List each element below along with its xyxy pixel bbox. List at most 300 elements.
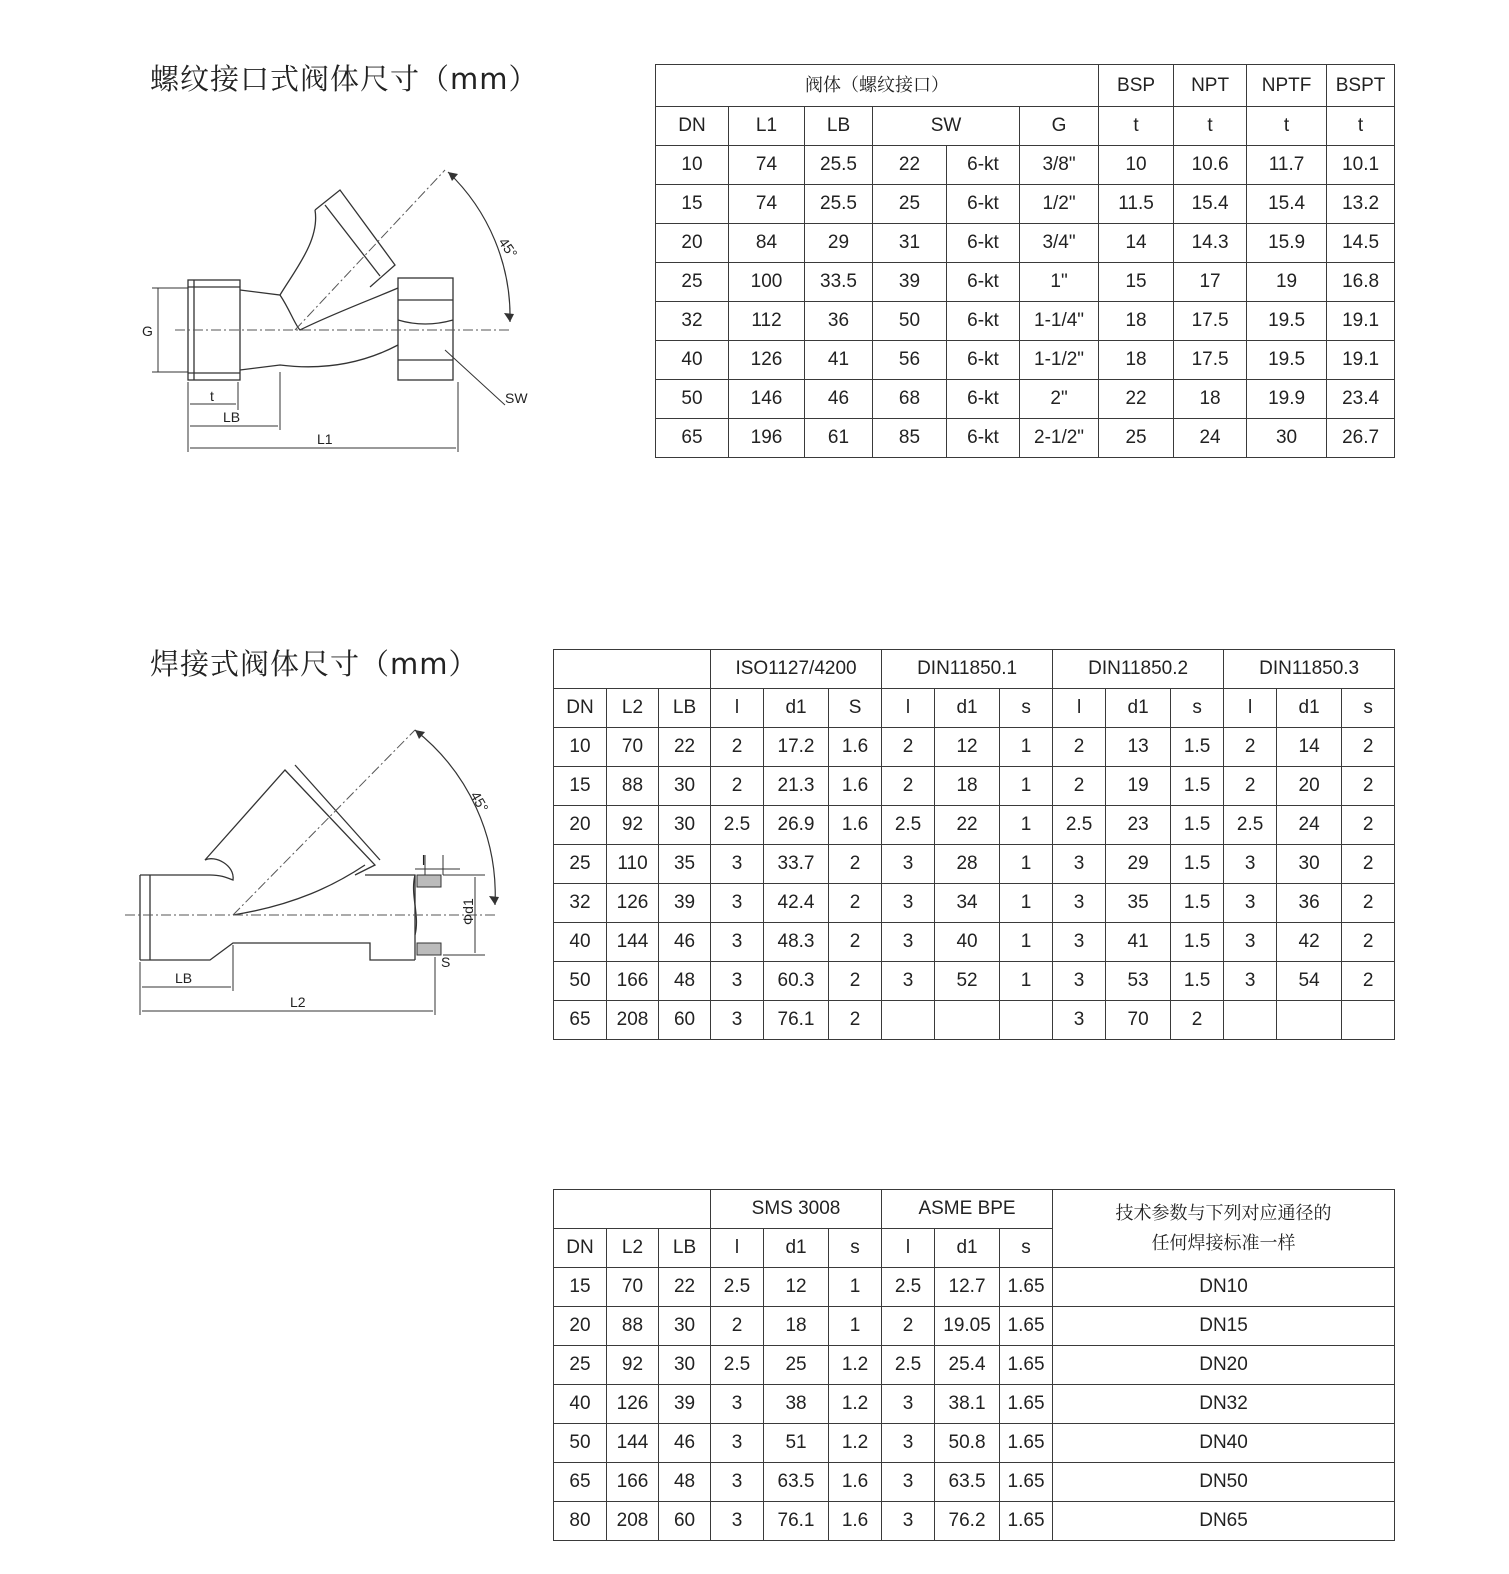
table-cell: 126 bbox=[607, 884, 659, 923]
table-cell: 12.7 bbox=[935, 1268, 1000, 1307]
table-cell: 1.5 bbox=[1171, 962, 1224, 1001]
table-cell: 53 bbox=[1106, 962, 1171, 1001]
table-cell: 30 bbox=[659, 1307, 711, 1346]
table-row bbox=[554, 1424, 1395, 1463]
column-header: t bbox=[1327, 107, 1395, 146]
table-cell: 13 bbox=[1106, 728, 1171, 767]
table-row bbox=[554, 884, 1395, 923]
table-cell: 19.1 bbox=[1327, 302, 1395, 341]
body-group-header: 阀体（螺纹接口） bbox=[656, 65, 1099, 107]
standard-group-header: SMS 3008 bbox=[711, 1190, 882, 1229]
table-cell: 25.5 bbox=[805, 185, 873, 224]
table-cell: 2 bbox=[1053, 767, 1106, 806]
threaded-section-title: 螺纹接口式阀体尺寸（mm） bbox=[150, 62, 539, 96]
table-cell: 20 bbox=[554, 1307, 607, 1346]
column-header: s bbox=[1000, 1229, 1053, 1268]
table-cell: 208 bbox=[607, 1502, 659, 1541]
table-cell: 3 bbox=[1053, 1001, 1106, 1040]
table-cell: 2.5 bbox=[882, 806, 935, 845]
table-cell: 14 bbox=[1099, 224, 1174, 263]
table-cell: 70 bbox=[607, 728, 659, 767]
table-cell: 1 bbox=[829, 1307, 882, 1346]
table-cell: 28 bbox=[935, 845, 1000, 884]
table-cell: 15.9 bbox=[1247, 224, 1327, 263]
table-cell: 10.6 bbox=[1174, 146, 1247, 185]
table-cell: 46 bbox=[805, 380, 873, 419]
table-cell: 40 bbox=[554, 1385, 607, 1424]
table-cell: 74 bbox=[729, 146, 805, 185]
table-cell: 3 bbox=[711, 962, 764, 1001]
table-cell: 35 bbox=[1106, 884, 1171, 923]
table-cell: 25 bbox=[656, 263, 729, 302]
table-cell bbox=[882, 1001, 935, 1040]
table-cell: 3 bbox=[882, 884, 935, 923]
table-cell: 3 bbox=[882, 1463, 935, 1502]
column-header: l bbox=[882, 689, 935, 728]
table-cell: 26.7 bbox=[1327, 419, 1395, 458]
table-cell: 2 bbox=[829, 1001, 882, 1040]
table-cell: 30 bbox=[659, 1346, 711, 1385]
table-cell: 36 bbox=[805, 302, 873, 341]
table-cell: 6-kt bbox=[947, 419, 1020, 458]
welded-section-title: 焊接式阀体尺寸（mm） bbox=[150, 647, 479, 681]
table-cell: 10 bbox=[1099, 146, 1174, 185]
table-cell: 112 bbox=[729, 302, 805, 341]
table-cell: 3 bbox=[882, 1385, 935, 1424]
table-cell: 60.3 bbox=[764, 962, 829, 1001]
standard-group-header: ISO1127/4200 bbox=[711, 650, 882, 689]
column-header: LB bbox=[659, 689, 711, 728]
table-cell: 14.3 bbox=[1174, 224, 1247, 263]
column-header: d1 bbox=[764, 1229, 829, 1268]
table-cell: 2 bbox=[1342, 962, 1395, 1001]
blank-header bbox=[554, 1190, 711, 1229]
l2-label: L2 bbox=[290, 994, 306, 1010]
column-header: t bbox=[1247, 107, 1327, 146]
table-cell: 6-kt bbox=[947, 263, 1020, 302]
table-cell: 30 bbox=[659, 806, 711, 845]
table-row bbox=[554, 923, 1395, 962]
table-cell: 3 bbox=[711, 884, 764, 923]
table-cell: 39 bbox=[659, 884, 711, 923]
table-cell: 25 bbox=[873, 185, 947, 224]
table-cell: 42 bbox=[1277, 923, 1342, 962]
table-cell: 2 bbox=[711, 728, 764, 767]
table-cell: 1 bbox=[1000, 884, 1053, 923]
table-cell: 2.5 bbox=[882, 1268, 935, 1307]
table-cell: 42.4 bbox=[764, 884, 829, 923]
table-row bbox=[554, 845, 1395, 884]
table-cell: 6-kt bbox=[947, 341, 1020, 380]
welded-valve-drawing bbox=[125, 715, 525, 1035]
table-cell: 2 bbox=[711, 767, 764, 806]
column-header: d1 bbox=[1106, 689, 1171, 728]
table-cell: 3 bbox=[1224, 962, 1277, 1001]
table-cell: 41 bbox=[1106, 923, 1171, 962]
table-cell: 23 bbox=[1106, 806, 1171, 845]
table-cell: 6-kt bbox=[947, 146, 1020, 185]
table-row bbox=[656, 146, 1395, 185]
table-cell: 18 bbox=[1174, 380, 1247, 419]
table-cell: 63.5 bbox=[764, 1463, 829, 1502]
table-cell: 208 bbox=[607, 1001, 659, 1040]
table-cell: 29 bbox=[805, 224, 873, 263]
angle-label: 45° bbox=[467, 788, 492, 815]
column-header: l bbox=[1224, 689, 1277, 728]
table-cell: 17.2 bbox=[764, 728, 829, 767]
column-header: s bbox=[829, 1229, 882, 1268]
equivalence-note-line: 技术参数与下列对应通径的 bbox=[1115, 1202, 1332, 1224]
table-cell: 3 bbox=[1224, 884, 1277, 923]
table-cell: 3 bbox=[711, 1385, 764, 1424]
table-cell: 2 bbox=[1342, 728, 1395, 767]
table-cell: 3 bbox=[882, 923, 935, 962]
table-cell: 10.1 bbox=[1327, 146, 1395, 185]
table-cell: 23.4 bbox=[1327, 380, 1395, 419]
table-cell: 1.2 bbox=[829, 1346, 882, 1385]
table-cell: 30 bbox=[1277, 845, 1342, 884]
table-cell: 1.2 bbox=[829, 1385, 882, 1424]
table-cell: 2 bbox=[882, 767, 935, 806]
table-row bbox=[554, 767, 1395, 806]
table-cell: 1-1/2" bbox=[1020, 341, 1099, 380]
g-label: G bbox=[142, 323, 153, 339]
table-cell: 3 bbox=[711, 1001, 764, 1040]
table-cell: 1.5 bbox=[1171, 923, 1224, 962]
table-cell: 20 bbox=[554, 806, 607, 845]
table-cell: 1.6 bbox=[829, 1463, 882, 1502]
table-cell: 60 bbox=[659, 1001, 711, 1040]
standard-group-header: DIN11850.1 bbox=[882, 650, 1053, 689]
table-cell: 88 bbox=[607, 767, 659, 806]
table-cell: 63.5 bbox=[935, 1463, 1000, 1502]
table-cell: 10 bbox=[656, 146, 729, 185]
table-cell: 3 bbox=[1053, 884, 1106, 923]
bsp-header: BSP bbox=[1099, 65, 1174, 107]
table-cell: 51 bbox=[764, 1424, 829, 1463]
table-cell: 2 bbox=[1342, 767, 1395, 806]
column-header: d1 bbox=[935, 689, 1000, 728]
table-cell: 3/4" bbox=[1020, 224, 1099, 263]
table-cell: 3 bbox=[1053, 962, 1106, 1001]
table-cell: 2 bbox=[829, 884, 882, 923]
table-cell: 2 bbox=[1342, 923, 1395, 962]
table-cell: 84 bbox=[729, 224, 805, 263]
equivalent-dn-cell: DN10 bbox=[1053, 1268, 1395, 1307]
d1-label: Φd1 bbox=[460, 898, 476, 925]
table-cell: 6-kt bbox=[947, 302, 1020, 341]
table-cell: 24 bbox=[1277, 806, 1342, 845]
table-cell: 24 bbox=[1174, 419, 1247, 458]
column-header: l bbox=[882, 1229, 935, 1268]
table-cell bbox=[935, 1001, 1000, 1040]
table-cell: 19.5 bbox=[1247, 302, 1327, 341]
equivalence-note bbox=[1053, 1190, 1395, 1268]
table-cell: 126 bbox=[729, 341, 805, 380]
table-cell bbox=[1342, 1001, 1395, 1040]
table-cell: 126 bbox=[607, 1385, 659, 1424]
table-cell: 1.6 bbox=[829, 806, 882, 845]
table-cell: 34 bbox=[935, 884, 1000, 923]
sw-label: SW bbox=[505, 390, 528, 406]
table-cell: 15 bbox=[656, 185, 729, 224]
table-cell: 70 bbox=[1106, 1001, 1171, 1040]
threaded-dimensions-table bbox=[655, 64, 1395, 458]
table-cell: 2 bbox=[1342, 806, 1395, 845]
table-cell: 15 bbox=[1099, 263, 1174, 302]
table-cell: 2.5 bbox=[882, 1346, 935, 1385]
table-cell: 54 bbox=[1277, 962, 1342, 1001]
table-cell: 19.1 bbox=[1327, 341, 1395, 380]
table-cell: 65 bbox=[656, 419, 729, 458]
equivalence-note-line: 任何焊接标准一样 bbox=[1151, 1232, 1296, 1254]
column-header: d1 bbox=[1277, 689, 1342, 728]
table-cell: 50.8 bbox=[935, 1424, 1000, 1463]
table-cell: 144 bbox=[607, 923, 659, 962]
table-cell: 22 bbox=[873, 146, 947, 185]
table-cell: 3 bbox=[1053, 923, 1106, 962]
table-cell: 100 bbox=[729, 263, 805, 302]
column-header: G bbox=[1020, 107, 1099, 146]
table-cell: 14.5 bbox=[1327, 224, 1395, 263]
table-cell: 80 bbox=[554, 1502, 607, 1541]
s-label: S bbox=[441, 954, 451, 970]
table-cell: 1 bbox=[829, 1268, 882, 1307]
table-cell: 25 bbox=[554, 1346, 607, 1385]
table-cell: 40 bbox=[656, 341, 729, 380]
table-cell: 19.5 bbox=[1247, 341, 1327, 380]
table-cell: 22 bbox=[935, 806, 1000, 845]
table-cell: 2 bbox=[829, 923, 882, 962]
table-cell: 92 bbox=[607, 806, 659, 845]
table-cell: 2.5 bbox=[1053, 806, 1106, 845]
table-cell: 19.9 bbox=[1247, 380, 1327, 419]
table-cell: 3 bbox=[711, 1463, 764, 1502]
column-header: s bbox=[1171, 689, 1224, 728]
table-cell: 1.6 bbox=[829, 767, 882, 806]
table-row bbox=[554, 728, 1395, 767]
table-cell: 20 bbox=[656, 224, 729, 263]
table-row bbox=[656, 302, 1395, 341]
table-cell: 1.6 bbox=[829, 1502, 882, 1541]
table-cell: 15.4 bbox=[1247, 185, 1327, 224]
table-cell: 14 bbox=[1277, 728, 1342, 767]
table-cell: 2-1/2" bbox=[1020, 419, 1099, 458]
table-cell: 38 bbox=[764, 1385, 829, 1424]
table-cell: 1.65 bbox=[1000, 1268, 1053, 1307]
table-cell bbox=[1224, 1001, 1277, 1040]
table-row bbox=[554, 1385, 1395, 1424]
table-cell: 2 bbox=[1342, 845, 1395, 884]
table-cell: 18 bbox=[764, 1307, 829, 1346]
table-cell: 1.5 bbox=[1171, 767, 1224, 806]
table-cell: 1/2" bbox=[1020, 185, 1099, 224]
table-cell: 25.5 bbox=[805, 146, 873, 185]
table-cell: 1 bbox=[1000, 767, 1053, 806]
table-cell: 30 bbox=[659, 767, 711, 806]
column-header: DN bbox=[656, 107, 729, 146]
table-cell: 48.3 bbox=[764, 923, 829, 962]
table-cell: 65 bbox=[554, 1001, 607, 1040]
table-cell: 85 bbox=[873, 419, 947, 458]
table-cell: 40 bbox=[554, 923, 607, 962]
table-cell: 1-1/4" bbox=[1020, 302, 1099, 341]
blank-header bbox=[554, 650, 711, 689]
table-cell: 46 bbox=[659, 923, 711, 962]
table-row bbox=[554, 1502, 1395, 1541]
column-header: SW bbox=[873, 107, 1020, 146]
column-header: LB bbox=[805, 107, 873, 146]
nptf-header: NPTF bbox=[1247, 65, 1327, 107]
table-cell: 3 bbox=[882, 1502, 935, 1541]
table-cell: 30 bbox=[1247, 419, 1327, 458]
column-header: L2 bbox=[607, 689, 659, 728]
table-cell: 6-kt bbox=[947, 224, 1020, 263]
table-cell: 25 bbox=[554, 845, 607, 884]
table-cell: 20 bbox=[1277, 767, 1342, 806]
sms-asme-dimensions-table bbox=[553, 1189, 1395, 1541]
table-cell: 1.6 bbox=[829, 728, 882, 767]
table-row bbox=[656, 185, 1395, 224]
table-cell: 35 bbox=[659, 845, 711, 884]
column-header: L2 bbox=[607, 1229, 659, 1268]
t-label: t bbox=[210, 388, 214, 404]
table-cell: 1.65 bbox=[1000, 1385, 1053, 1424]
table-cell: 29 bbox=[1106, 845, 1171, 884]
table-cell: 38.1 bbox=[935, 1385, 1000, 1424]
table-cell: 32 bbox=[656, 302, 729, 341]
table-row bbox=[656, 224, 1395, 263]
standard-group-header: ASME BPE bbox=[882, 1190, 1053, 1229]
column-header: L1 bbox=[729, 107, 805, 146]
table-cell: 2 bbox=[1342, 884, 1395, 923]
table-cell: 22 bbox=[1099, 380, 1174, 419]
table-cell: 3 bbox=[711, 1502, 764, 1541]
table-cell: 6-kt bbox=[947, 185, 1020, 224]
table-row bbox=[554, 1268, 1395, 1307]
column-header: DN bbox=[554, 689, 607, 728]
table-row bbox=[656, 341, 1395, 380]
table-cell: 39 bbox=[873, 263, 947, 302]
npt-header: NPT bbox=[1174, 65, 1247, 107]
table-cell: 50 bbox=[656, 380, 729, 419]
table-cell: 12 bbox=[764, 1268, 829, 1307]
table-cell: 48 bbox=[659, 962, 711, 1001]
lb-label: LB bbox=[175, 970, 193, 986]
table-cell: 25 bbox=[1099, 419, 1174, 458]
l-label: l bbox=[422, 852, 426, 868]
table-cell: 196 bbox=[729, 419, 805, 458]
table-cell: 18 bbox=[1099, 302, 1174, 341]
column-header: DN bbox=[554, 1229, 607, 1268]
table-cell: 2 bbox=[1171, 1001, 1224, 1040]
table-cell: 17 bbox=[1174, 263, 1247, 302]
table-cell: 32 bbox=[554, 884, 607, 923]
table-cell: 39 bbox=[659, 1385, 711, 1424]
table-cell: 16.8 bbox=[1327, 263, 1395, 302]
table-cell: 2.5 bbox=[711, 1346, 764, 1385]
table-cell: 1.2 bbox=[829, 1424, 882, 1463]
column-header: S bbox=[829, 689, 882, 728]
table-cell: 70 bbox=[607, 1268, 659, 1307]
table-cell: 1.5 bbox=[1171, 806, 1224, 845]
table-cell: 36 bbox=[1277, 884, 1342, 923]
table-cell: 88 bbox=[607, 1307, 659, 1346]
table-cell: 3 bbox=[882, 1424, 935, 1463]
table-cell: 56 bbox=[873, 341, 947, 380]
table-row bbox=[656, 380, 1395, 419]
table-cell: 33.7 bbox=[764, 845, 829, 884]
table-cell: 1.65 bbox=[1000, 1463, 1053, 1502]
table-cell: 21.3 bbox=[764, 767, 829, 806]
table-cell: 50 bbox=[554, 1424, 607, 1463]
table-cell bbox=[1000, 1001, 1053, 1040]
table-cell: 76.2 bbox=[935, 1502, 1000, 1541]
l1-label: L1 bbox=[317, 431, 333, 447]
equivalent-dn-cell: DN40 bbox=[1053, 1424, 1395, 1463]
table-cell: 1 bbox=[1000, 806, 1053, 845]
table-cell: 17.5 bbox=[1174, 302, 1247, 341]
table-cell: 1 bbox=[1000, 728, 1053, 767]
column-header: l bbox=[711, 689, 764, 728]
equivalent-dn-cell: DN65 bbox=[1053, 1502, 1395, 1541]
table-cell: 19 bbox=[1247, 263, 1327, 302]
table-cell: 76.1 bbox=[764, 1502, 829, 1541]
table-cell: 92 bbox=[607, 1346, 659, 1385]
table-cell: 3 bbox=[711, 923, 764, 962]
table-row bbox=[554, 806, 1395, 845]
table-row bbox=[554, 1307, 1395, 1346]
table-cell: 3 bbox=[1053, 845, 1106, 884]
table-cell: 1.5 bbox=[1171, 845, 1224, 884]
table-cell: 40 bbox=[935, 923, 1000, 962]
table-cell: 2 bbox=[829, 845, 882, 884]
table-cell: 15 bbox=[554, 1268, 607, 1307]
table-cell: 2 bbox=[882, 728, 935, 767]
bspt-header: BSPT bbox=[1327, 65, 1395, 107]
table-cell: 2 bbox=[1224, 728, 1277, 767]
angle-label: 45° bbox=[495, 234, 521, 262]
table-cell: 25 bbox=[764, 1346, 829, 1385]
table-cell: 166 bbox=[607, 1463, 659, 1502]
table-cell: 146 bbox=[729, 380, 805, 419]
table-cell: 48 bbox=[659, 1463, 711, 1502]
table-cell: 15.4 bbox=[1174, 185, 1247, 224]
table-cell: 1.65 bbox=[1000, 1346, 1053, 1385]
table-cell: 41 bbox=[805, 341, 873, 380]
table-cell: 2 bbox=[829, 962, 882, 1001]
table-cell: 22 bbox=[659, 728, 711, 767]
table-cell: 2 bbox=[1053, 728, 1106, 767]
table-cell: 50 bbox=[554, 962, 607, 1001]
table-cell: 2.5 bbox=[711, 806, 764, 845]
table-cell: 11.7 bbox=[1247, 146, 1327, 185]
table-cell: 18 bbox=[1099, 341, 1174, 380]
table-cell: 11.5 bbox=[1099, 185, 1174, 224]
table-cell: 76.1 bbox=[764, 1001, 829, 1040]
column-header: s bbox=[1000, 689, 1053, 728]
table-cell: 22 bbox=[659, 1268, 711, 1307]
column-header: d1 bbox=[764, 689, 829, 728]
column-header: t bbox=[1099, 107, 1174, 146]
equivalent-dn-cell: DN20 bbox=[1053, 1346, 1395, 1385]
table-cell: 144 bbox=[607, 1424, 659, 1463]
table-cell: 1 bbox=[1000, 845, 1053, 884]
threaded-valve-drawing bbox=[130, 150, 550, 470]
table-cell: 3 bbox=[1224, 845, 1277, 884]
table-row bbox=[656, 419, 1395, 458]
lb-label: LB bbox=[223, 409, 241, 425]
